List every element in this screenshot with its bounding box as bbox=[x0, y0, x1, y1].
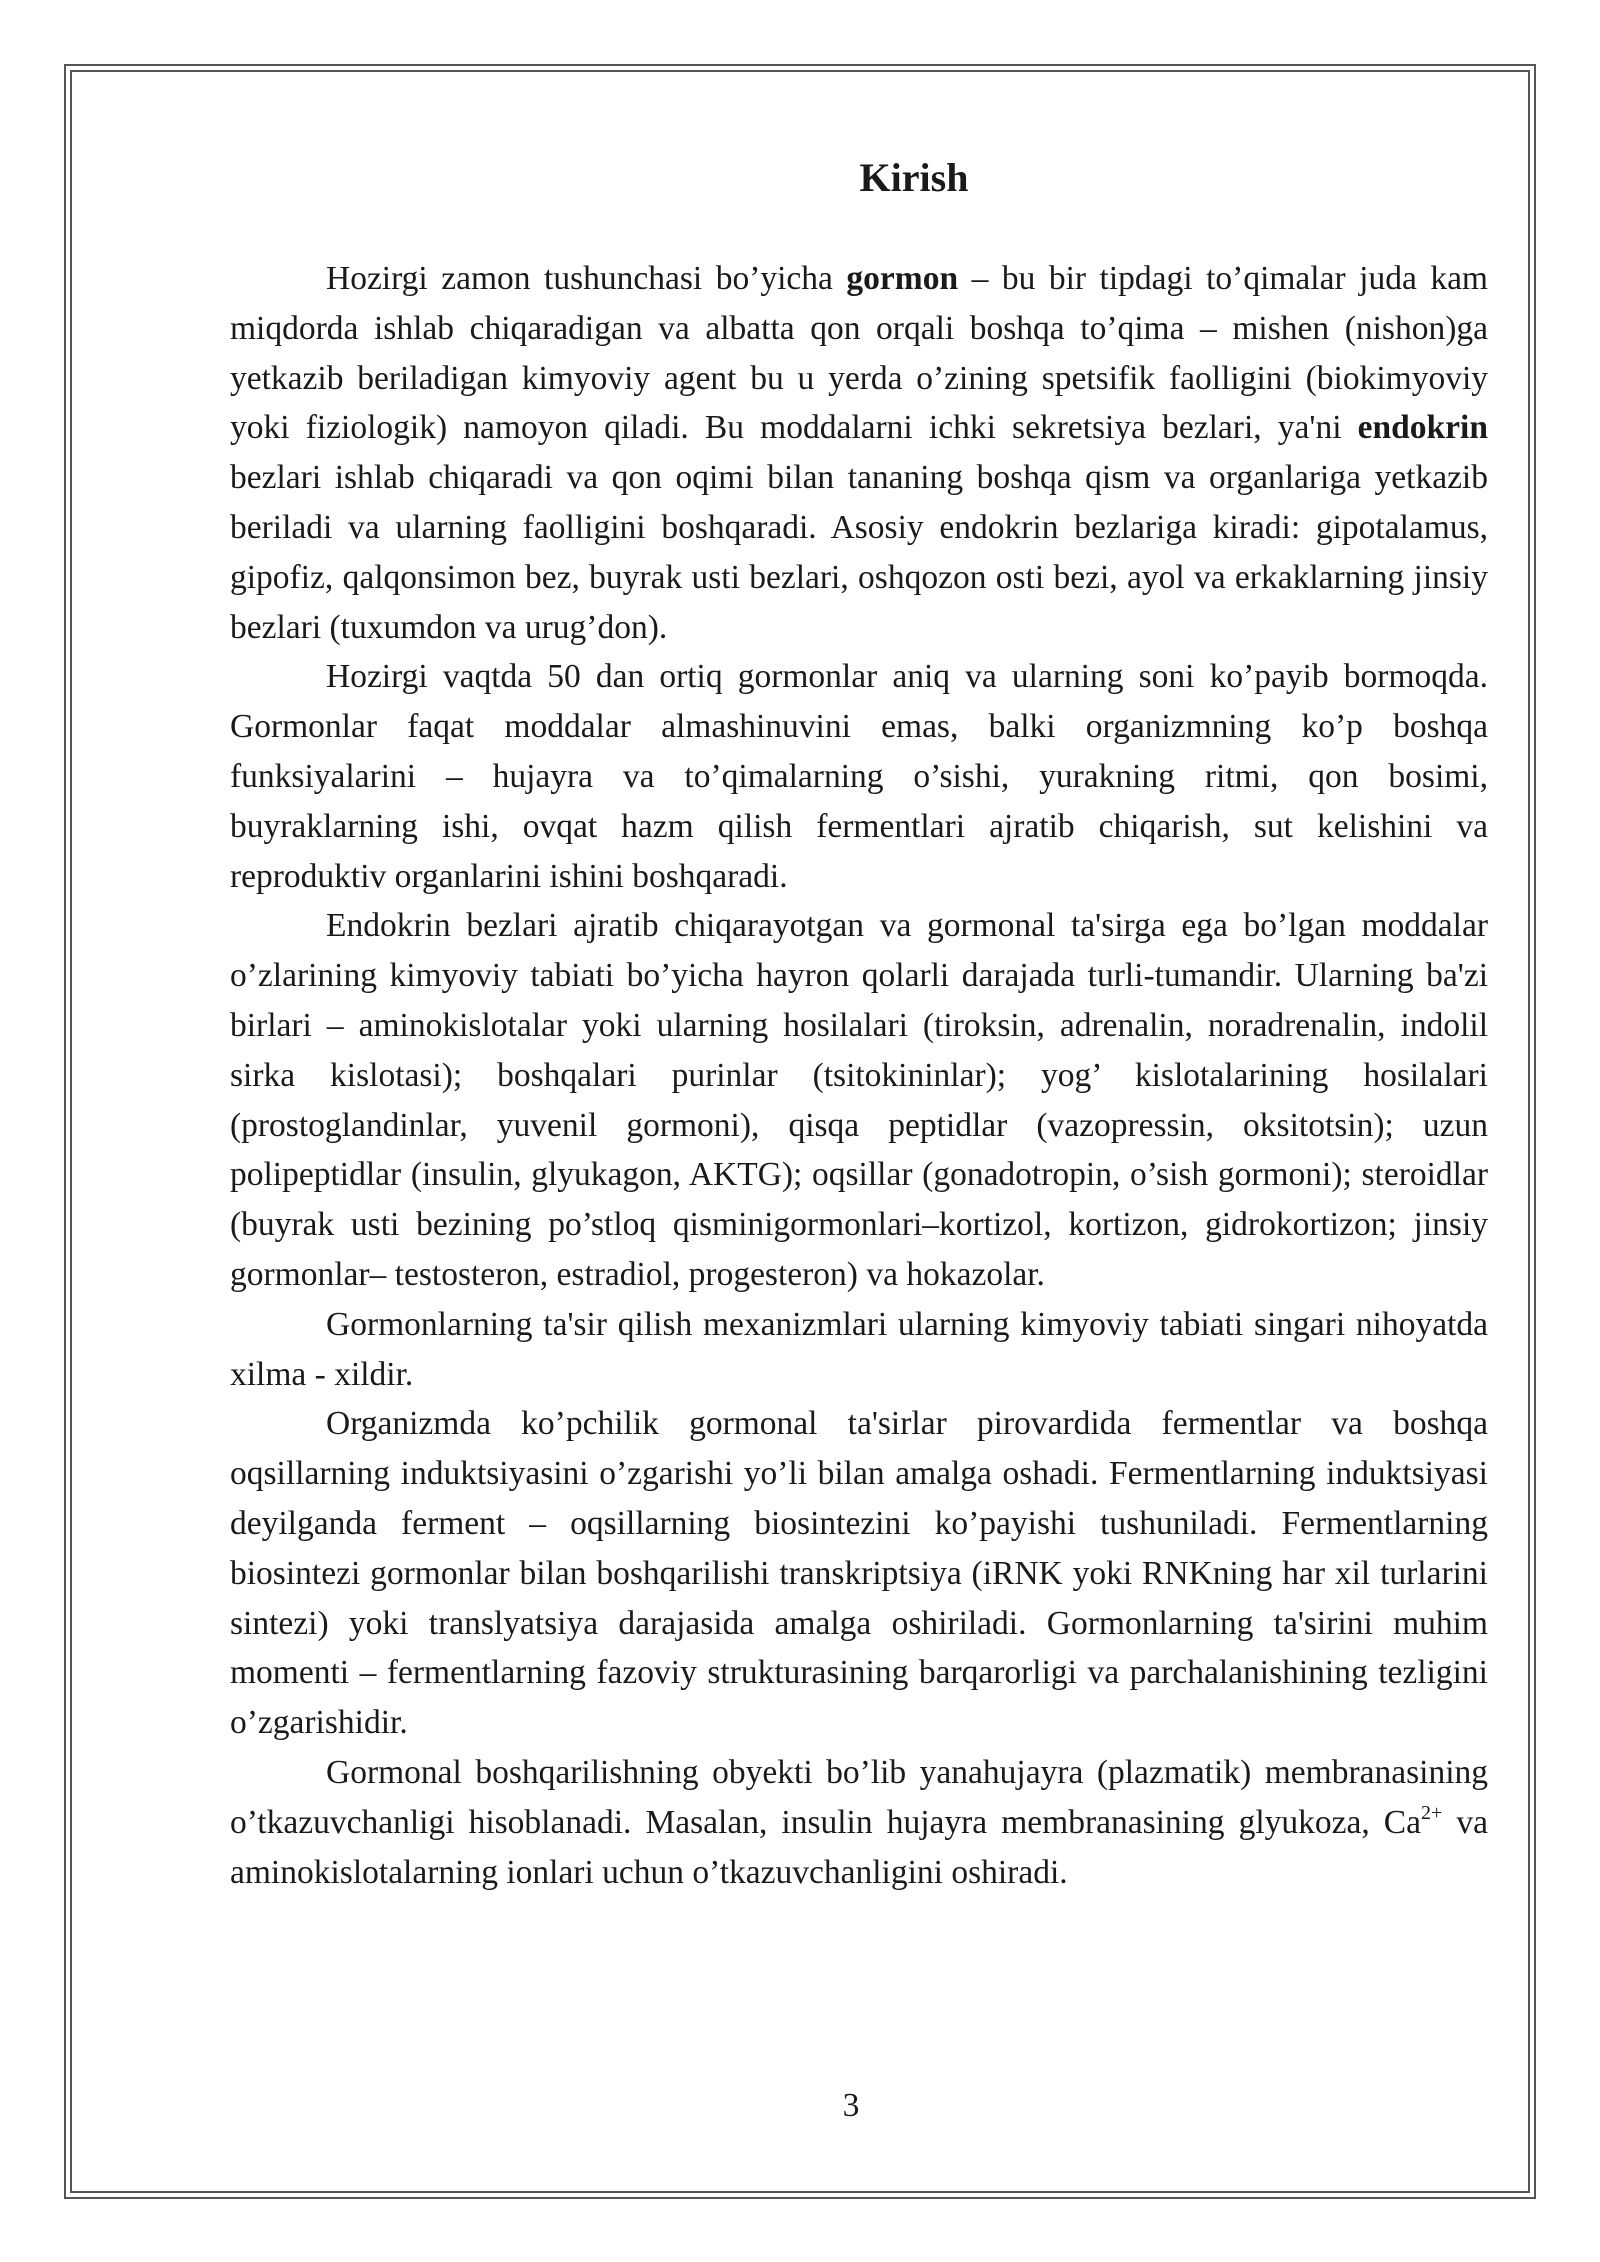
paragraph-6-text-b: va aminokislotalarning ionlari uchun o’tkazuvchanligini oshiradi. bbox=[230, 1803, 1489, 1891]
paragraph-1-text-c: bezlari ishlab chiqaradi va qon oqimi bilan tananing boshqa qism va organlariga yetkazib beriladi va ularning faolligini boshqaradi. Asosiy endokrin bezlariga kiradi: gipotalamus, gipofiz, qalqonsimon bez, buyrak usti bezlari, oshqozon osti bezi, ayol va erkaklarning jinsiy bezlari (tuxumdon va urug’don). bbox=[230, 459, 1488, 646]
paragraph-4: Gormonlarning ta'sir qilish mexanizmlari ularning kimyoviy tabiati singari nihoyatda xilma - xildir. bbox=[230, 1305, 1488, 1393]
paragraph-6-text-a: Gormonal boshqarilishning obyekti bo’lib yanahujayra (plazmatik) membranasining o’tkazuvchanligi hisoblanadi. Masalan, insulin hujayra membranasining glyukoza, Ca bbox=[230, 1753, 1488, 1841]
term-gormon: gormon bbox=[846, 260, 959, 297]
paragraph-5: Organizmda ko’pchilik gormonal ta'sirlar pirovardida fermentlar va boshqa oqsillarning induktsiyasini o’zgarishi yo’li bilan amalga oshadi. Fermentlarning induktsiyasi deyilganda ferment – oqsillarning biosintezini ko’payishi tushuniladi. Fermentlarning biosintezi gormonlar bilan boshqarilishi transkriptsiya (iRNK yoki RNKning har xil turlarini sintezi) yoki translyatsiya darajasida amalga oshiriladi. Gormonlarning ta'sirini muhim momenti – fermentlarning fazoviy strukturasining barqarorligi va parchalanishining tezligini o’zgarishidir. bbox=[230, 1405, 1488, 1742]
page-title: Kirish bbox=[859, 155, 969, 200]
paragraph-2: Hozirgi vaqtda 50 dan ortiq gormonlar aniq va ularning soni ko’payib bormoqda. Gormonlar faqat moddalar almashinuvini emas, balki organizmning ko’p boshqa funksiyalarini – hujayra va to’qimalarning o’sishi, yurakning ritmi, qon bosimi, buyraklarning ishi, ovqat hazm qilish fermentlari ajratib chiqarish, sut kelishini va reproduktiv organlarini ishini boshqaradi. bbox=[230, 658, 1488, 895]
term-endokrin: endokrin bbox=[1357, 409, 1488, 447]
paragraph-3: Endokrin bezlari ajratib chiqarayotgan va gormonal ta'sirga ega bo’lgan moddalar o’zlarining kimyoviy tabiati bo’yicha hayron qolarli darajada turli-tumandir. Ularning ba'zi birlari – aminokislotalar yoki ularning hosilalari (tiroksin, adrenalin, noradrenalin, indolil sirka kislotasi); boshqalari purinlar (tsitokininlar); yog’ kislotalarining hosilalari (prostoglandinlar, yuvenil gormoni), qisqa peptidlar (vazopressin, oksitotsin); uzun polipeptidlar (insulin, glyukagon, AKTG); oqsillar (gonadotropin, o’sish gormoni); steroidlar (buyrak usti bezining po’stloq qisminigormonlari–kortizol, kortizon, gidrokortizon; jinsiy gormonlar– testosteron, estradiol, progesteron) va hokazolar. bbox=[230, 907, 1488, 1293]
paragraph-1-text-a: Hozirgi zamon tushunchasi bo’yicha bbox=[326, 260, 847, 297]
charge-superscript: 2+ bbox=[1421, 1801, 1443, 1824]
paragraph-1-text-b: – bu bir tipdagi to’qimalar juda kam miqdorda ishlab chiqaradigan va albatta qon orqali boshqa to’qima – mishen (nishon)ga yetkazib beriladigan kimyoviy agent bu u yerda o’zining spetsifik faolligini (biokimyoviy yoki fiziologik) namoyon qiladi. Bu moddalarni ichki sekretsiya bezlari, ya'ni bbox=[230, 260, 1488, 447]
paragraph-1 bbox=[230, 254, 1488, 652]
paragraph-6 bbox=[230, 1748, 1488, 1897]
page-number: 3 bbox=[842, 2087, 860, 2124]
page-content bbox=[230, 150, 1488, 1897]
